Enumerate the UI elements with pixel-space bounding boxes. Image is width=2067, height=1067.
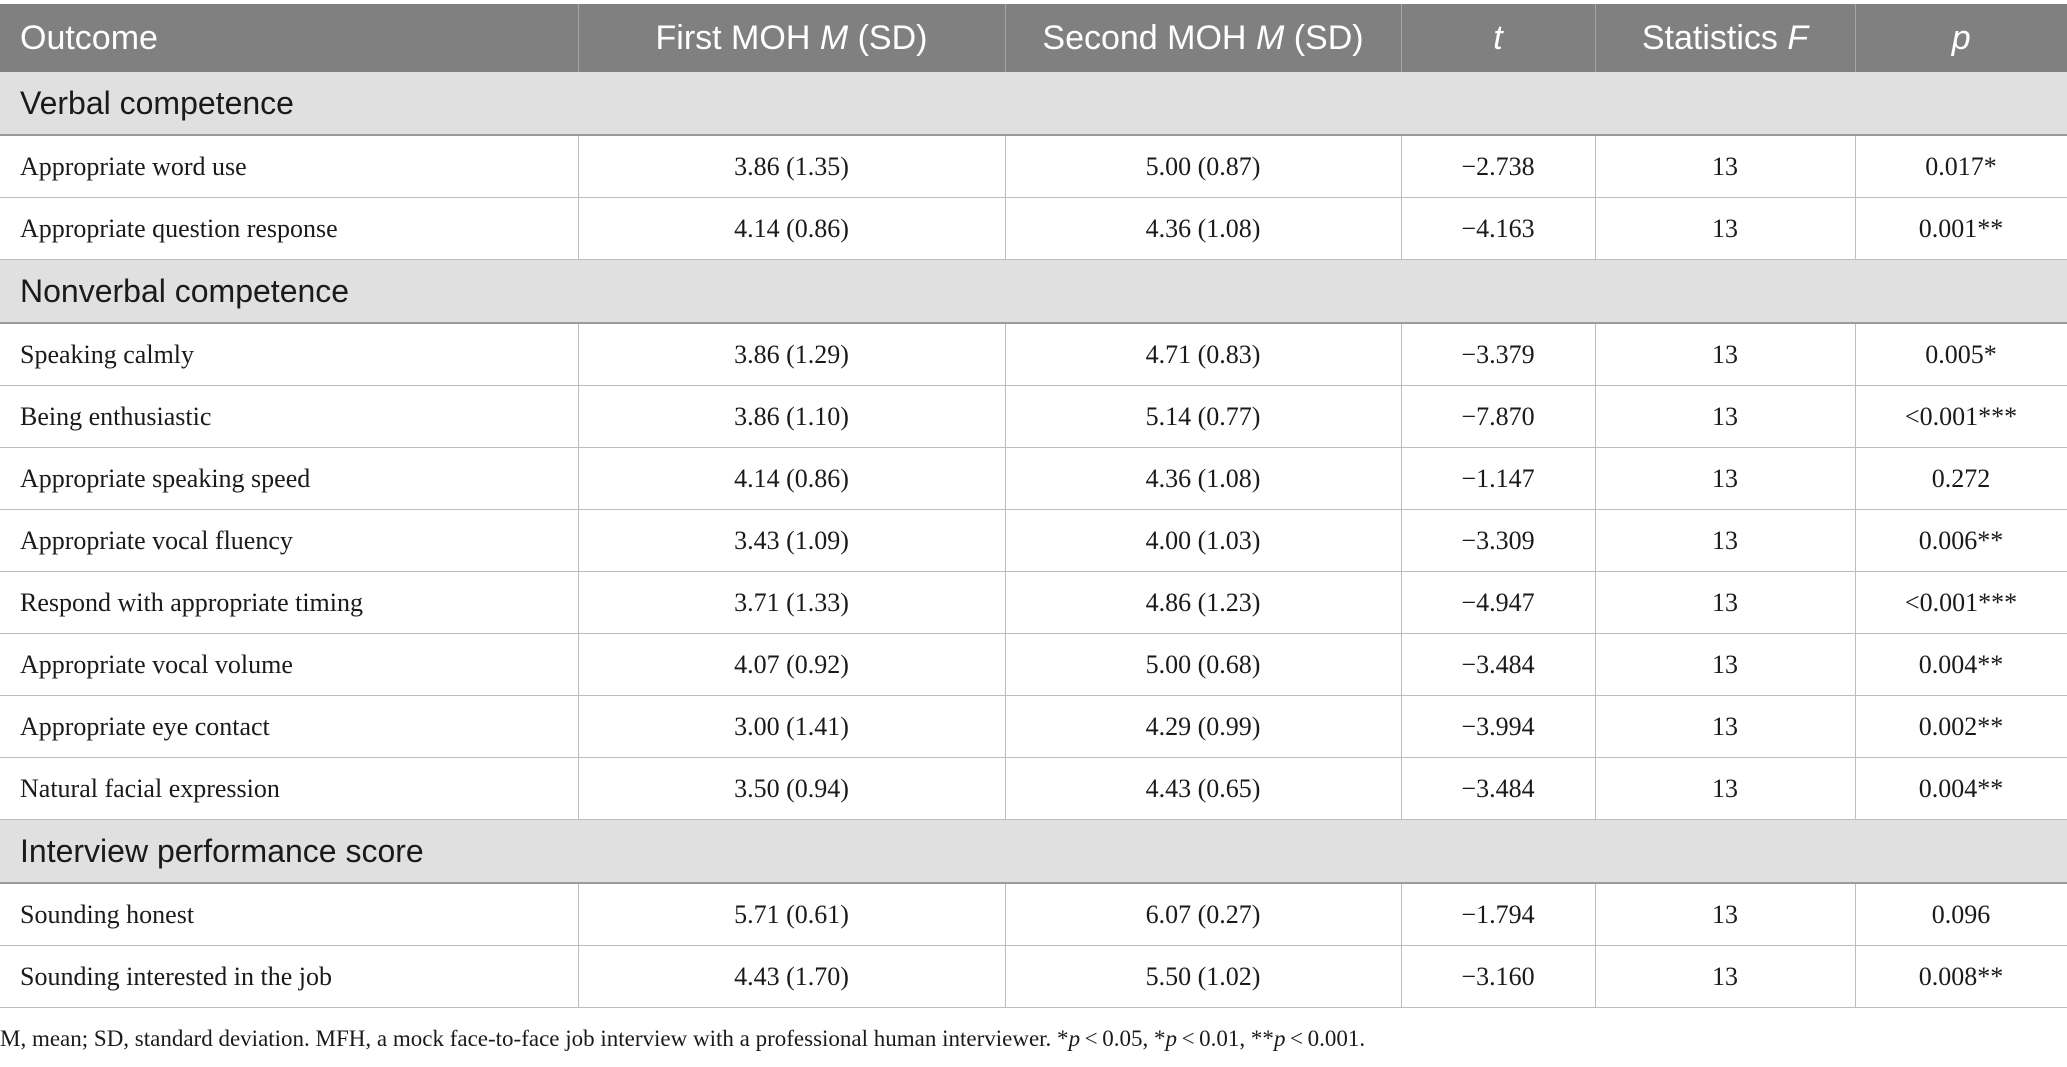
- cell-statistics-f: 13: [1595, 198, 1855, 260]
- cell-first-moh: 3.86 (1.29): [578, 323, 1005, 386]
- cell-outcome: Being enthusiastic: [0, 386, 578, 448]
- cell-p: 0.004**: [1855, 634, 2067, 696]
- table-row: [0, 323, 2067, 386]
- section-row: [0, 820, 2067, 884]
- table-footnote: M, mean; SD, standard deviation. MFH, a mock face-to-face job interview with a professional human interviewer. *p < 0.05, *p < 0.01, **p < 0.001.: [0, 1026, 1366, 1051]
- results-table-container: [0, 4, 2067, 1008]
- cell-statistics-f: 13: [1595, 510, 1855, 572]
- table-row: [0, 946, 2067, 1008]
- cell-first-moh: 4.07 (0.92): [578, 634, 1005, 696]
- cell-statistics-f: 13: [1595, 572, 1855, 634]
- table-header: [0, 4, 2067, 72]
- cell-t: −4.163: [1401, 198, 1595, 260]
- cell-first-moh: 5.71 (0.61): [578, 883, 1005, 946]
- cell-first-moh: 3.43 (1.09): [578, 510, 1005, 572]
- cell-outcome: Appropriate speaking speed: [0, 448, 578, 510]
- section-title: Nonverbal competence: [0, 260, 2067, 324]
- table-row: [0, 198, 2067, 260]
- cell-p: 0.017*: [1855, 135, 2067, 198]
- cell-statistics-f: 13: [1595, 135, 1855, 198]
- cell-outcome: Natural facial expression: [0, 758, 578, 820]
- section-title: Verbal competence: [0, 72, 2067, 135]
- cell-second-moh: 5.00 (0.87): [1005, 135, 1401, 198]
- cell-p: 0.004**: [1855, 758, 2067, 820]
- cell-first-moh: 4.14 (0.86): [578, 448, 1005, 510]
- cell-first-moh: 3.71 (1.33): [578, 572, 1005, 634]
- header-outcome: Outcome: [0, 4, 578, 72]
- table-row: [0, 510, 2067, 572]
- cell-statistics-f: 13: [1595, 946, 1855, 1008]
- section-title: Interview performance score: [0, 820, 2067, 884]
- cell-t: −1.794: [1401, 883, 1595, 946]
- cell-first-moh: 4.43 (1.70): [578, 946, 1005, 1008]
- cell-p: 0.096: [1855, 883, 2067, 946]
- cell-outcome: Sounding interested in the job: [0, 946, 578, 1008]
- table-row: [0, 696, 2067, 758]
- cell-statistics-f: 13: [1595, 758, 1855, 820]
- table-body: [0, 72, 2067, 1008]
- cell-second-moh: 4.71 (0.83): [1005, 323, 1401, 386]
- cell-statistics-f: 13: [1595, 448, 1855, 510]
- cell-p: 0.005*: [1855, 323, 2067, 386]
- cell-second-moh: 5.50 (1.02): [1005, 946, 1401, 1008]
- cell-second-moh: 4.86 (1.23): [1005, 572, 1401, 634]
- cell-t: −1.147: [1401, 448, 1595, 510]
- cell-second-moh: 4.36 (1.08): [1005, 198, 1401, 260]
- cell-p: <0.001***: [1855, 386, 2067, 448]
- table-row: [0, 634, 2067, 696]
- table-row: [0, 758, 2067, 820]
- cell-first-moh: 3.50 (0.94): [578, 758, 1005, 820]
- cell-first-moh: 3.86 (1.10): [578, 386, 1005, 448]
- table-row: [0, 135, 2067, 198]
- cell-second-moh: 4.00 (1.03): [1005, 510, 1401, 572]
- cell-t: −7.870: [1401, 386, 1595, 448]
- cell-statistics-f: 13: [1595, 323, 1855, 386]
- table-row: [0, 572, 2067, 634]
- cell-second-moh: 5.00 (0.68): [1005, 634, 1401, 696]
- table-row: [0, 448, 2067, 510]
- header-statistics-f: Statistics F: [1595, 4, 1855, 72]
- section-row: [0, 72, 2067, 135]
- cell-outcome: Sounding honest: [0, 883, 578, 946]
- cell-p: 0.272: [1855, 448, 2067, 510]
- cell-second-moh: 4.29 (0.99): [1005, 696, 1401, 758]
- cell-first-moh: 3.86 (1.35): [578, 135, 1005, 198]
- cell-outcome: Appropriate vocal fluency: [0, 510, 578, 572]
- cell-t: −3.379: [1401, 323, 1595, 386]
- cell-t: −4.947: [1401, 572, 1595, 634]
- cell-t: −3.309: [1401, 510, 1595, 572]
- header-first-moh: First MOH M (SD): [578, 4, 1005, 72]
- cell-t: −3.484: [1401, 758, 1595, 820]
- cell-p: 0.008**: [1855, 946, 2067, 1008]
- cell-outcome: Speaking calmly: [0, 323, 578, 386]
- cell-p: <0.001***: [1855, 572, 2067, 634]
- cell-first-moh: 4.14 (0.86): [578, 198, 1005, 260]
- cell-outcome: Appropriate question response: [0, 198, 578, 260]
- table-row: [0, 386, 2067, 448]
- section-row: [0, 260, 2067, 324]
- cell-t: −2.738: [1401, 135, 1595, 198]
- cell-second-moh: 5.14 (0.77): [1005, 386, 1401, 448]
- cell-second-moh: 6.07 (0.27): [1005, 883, 1401, 946]
- cell-statistics-f: 13: [1595, 696, 1855, 758]
- results-table: [0, 4, 2067, 1008]
- cell-t: −3.484: [1401, 634, 1595, 696]
- cell-outcome: Respond with appropriate timing: [0, 572, 578, 634]
- cell-statistics-f: 13: [1595, 883, 1855, 946]
- cell-outcome: Appropriate vocal volume: [0, 634, 578, 696]
- table-row: [0, 883, 2067, 946]
- cell-t: −3.994: [1401, 696, 1595, 758]
- cell-second-moh: 4.43 (0.65): [1005, 758, 1401, 820]
- cell-p: 0.002**: [1855, 696, 2067, 758]
- cell-outcome: Appropriate word use: [0, 135, 578, 198]
- cell-p: 0.001**: [1855, 198, 2067, 260]
- cell-statistics-f: 13: [1595, 634, 1855, 696]
- cell-p: 0.006**: [1855, 510, 2067, 572]
- header-second-moh: Second MOH M (SD): [1005, 4, 1401, 72]
- header-t: t: [1401, 4, 1595, 72]
- header-p: p: [1855, 4, 2067, 72]
- cell-t: −3.160: [1401, 946, 1595, 1008]
- cell-second-moh: 4.36 (1.08): [1005, 448, 1401, 510]
- cell-statistics-f: 13: [1595, 386, 1855, 448]
- cell-first-moh: 3.00 (1.41): [578, 696, 1005, 758]
- cell-outcome: Appropriate eye contact: [0, 696, 578, 758]
